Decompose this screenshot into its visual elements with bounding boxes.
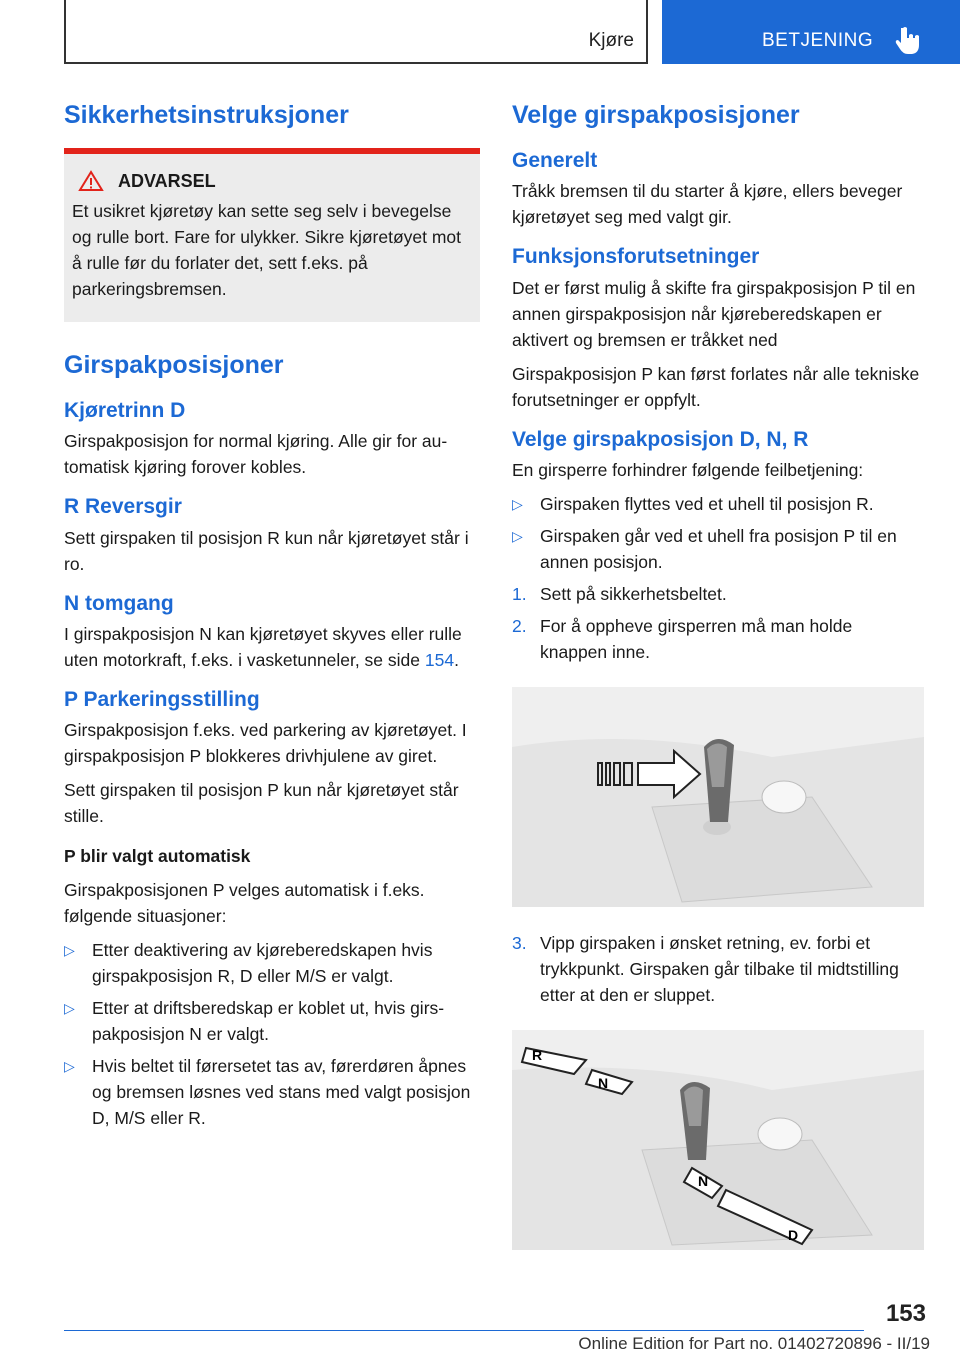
text-drive-d: Girspakposisjon for normal kjøring. Alle gir for automatisk kjøring forover kobles.: [64, 431, 448, 478]
heading-general: Generelt: [512, 149, 598, 172]
list-item-text: Etter at driftsberedskap er koblet ut, hvis girspakposisjon N er valgt.: [92, 998, 445, 1044]
text-park-p-2: Sett girspaken til posisjon P kun når kjøretøyet står stille.: [64, 780, 459, 826]
section-title-girspak: Girspakposisjoner: [64, 351, 284, 379]
list-item-text: Girspaken går ved et uhell fra posisjon P til en annen posisjon.: [540, 525, 897, 572]
text-general: Tråkk bremsen til du starter å kjøre, ellers beveger kjøretøyet seg med valgt gir.: [512, 181, 903, 228]
list-item: [512, 523, 924, 575]
heading-neutral-n: N tomgang: [64, 591, 174, 615]
step-number: 2.: [512, 615, 527, 636]
warning-triangle-icon: [78, 170, 104, 192]
auto-p-list: [64, 937, 480, 1131]
fig-label-n-lower: N: [698, 1172, 709, 1189]
step-item: [512, 930, 924, 1008]
step-number: 3.: [512, 932, 527, 953]
step-text: Vipp girspaken i ønsket retning, ev. forbi et trykkpunkt. Girspaken går tilbake til midtstilling etter at den er sluppet.: [540, 932, 899, 1005]
text-neutral-end: .: [454, 649, 459, 670]
page-title: Sikkerhetsinstruksjoner: [64, 101, 349, 129]
heading-reverse-r: R Reversgir: [64, 495, 182, 519]
section-title: BETJENING: [762, 30, 874, 51]
list-item-text: Girspaken flyttes ved et uhell til posisjon R.: [540, 493, 874, 514]
page-number: 153: [885, 1300, 926, 1327]
hand-pointer-icon: [894, 26, 922, 56]
list-item: [512, 491, 924, 517]
right-title: Velge girspakposisjoner: [512, 101, 800, 129]
dnr-bullet-list: [512, 491, 924, 575]
steps-list-b: [512, 930, 924, 1008]
footer-divider: [64, 1330, 864, 1331]
edition-text: Online Edition for Part no. 01402720896 - II/19: [578, 1334, 930, 1353]
left-column: [64, 100, 480, 1137]
steps-list-a: [512, 581, 924, 665]
bullet-icon: ▷: [64, 1058, 75, 1074]
fig-label-d: D: [788, 1226, 799, 1243]
text-prerequisites-1: Det er først mulig å skifte fra girspakposisjon P til en annen girspakposisjon når kjøreberedskapen er aktivert og bremsen er tråkket ned: [512, 277, 916, 350]
step-number: 1.: [512, 583, 527, 604]
text-neutral-body: I girspakposisjon N kan kjøretøyet skyves eller rulle uten motorkraft, f.eks. i vasketunneler, se side: [64, 623, 462, 670]
fig-label-n-upper: N: [598, 1074, 609, 1091]
heading-auto-p: P blir valgt automatisk: [64, 846, 251, 866]
warning-text: Et usikret kjøretøy kan sette seg selv i bevegelse og rulle bort. Fare for ulykker. Sikre kjøretøyet mot å rulle før du forlater det, sett f.eks. på parkeringsbremsen.: [72, 201, 462, 299]
step-item: [512, 581, 924, 607]
heading-prerequisites: Funksjonsforutsetninger: [512, 245, 760, 269]
warning-header: [72, 170, 472, 192]
list-item: [64, 995, 480, 1047]
warning-label: ADVARSEL: [118, 170, 216, 191]
text-select-dnr: En girsperre forhindrer følgende feilbetjening:: [512, 459, 864, 480]
step-text: For å oppheve girsperren må man holde knappen inne.: [540, 615, 853, 662]
heading-select-dnr: Velge girspakposisjon D, N, R: [512, 427, 809, 451]
gear-lever-button-illustration: [512, 687, 924, 907]
text-park-p-1: Girspakposisjon f.eks. ved parkering av kjøretøyet. I girspakposisjon P blokkeres drivhjulene av giret.: [64, 720, 467, 766]
list-item-text: Etter deaktivering av kjøreberedskapen hvis girspakposisjon R, D eller M/S er valgt.: [92, 940, 433, 986]
fig-label-r: R: [532, 1046, 543, 1063]
heading-drive-d: Kjøretrinn D: [64, 399, 186, 422]
breadcrumb[interactable]: Kjøre: [588, 30, 634, 51]
bullet-icon: ▷: [64, 942, 75, 958]
right-column: [512, 100, 924, 1273]
step-text: Sett på sikkerhetsbeltet.: [540, 583, 727, 604]
list-item: [64, 937, 480, 989]
gear-lever-direction-illustration: [512, 1030, 924, 1250]
bullet-icon: ▷: [64, 1000, 75, 1016]
list-item: [64, 1053, 480, 1131]
list-item-text: Hvis beltet til førersetet tas av, førerdøren åpnes og bremsen løsnes ved stans med valgt posisjon D, M/S eller R.: [92, 1056, 471, 1128]
text-auto-p: Girspakposisjonen P velges automatisk i f.eks. følgende situasjoner:: [64, 880, 425, 926]
header-section-tab[interactable]: [662, 0, 960, 64]
page-link-154[interactable]: 154: [424, 649, 455, 670]
heading-park-p: P Parkeringsstilling: [64, 687, 260, 711]
bullet-icon: ▷: [512, 527, 523, 544]
header-crumb-box: [64, 0, 648, 64]
warning-box: [64, 148, 480, 322]
text-reverse-r: Sett girspaken til posisjon R kun når kjøretøyet står i ro.: [64, 527, 469, 574]
text-prerequisites-2: Girspakposisjon P kan først forlates når alle tekniske forutsetninger er oppfylt.: [512, 363, 920, 410]
text-neutral-n: [64, 621, 480, 673]
step-item: [512, 613, 924, 665]
bullet-icon: ▷: [512, 495, 523, 512]
